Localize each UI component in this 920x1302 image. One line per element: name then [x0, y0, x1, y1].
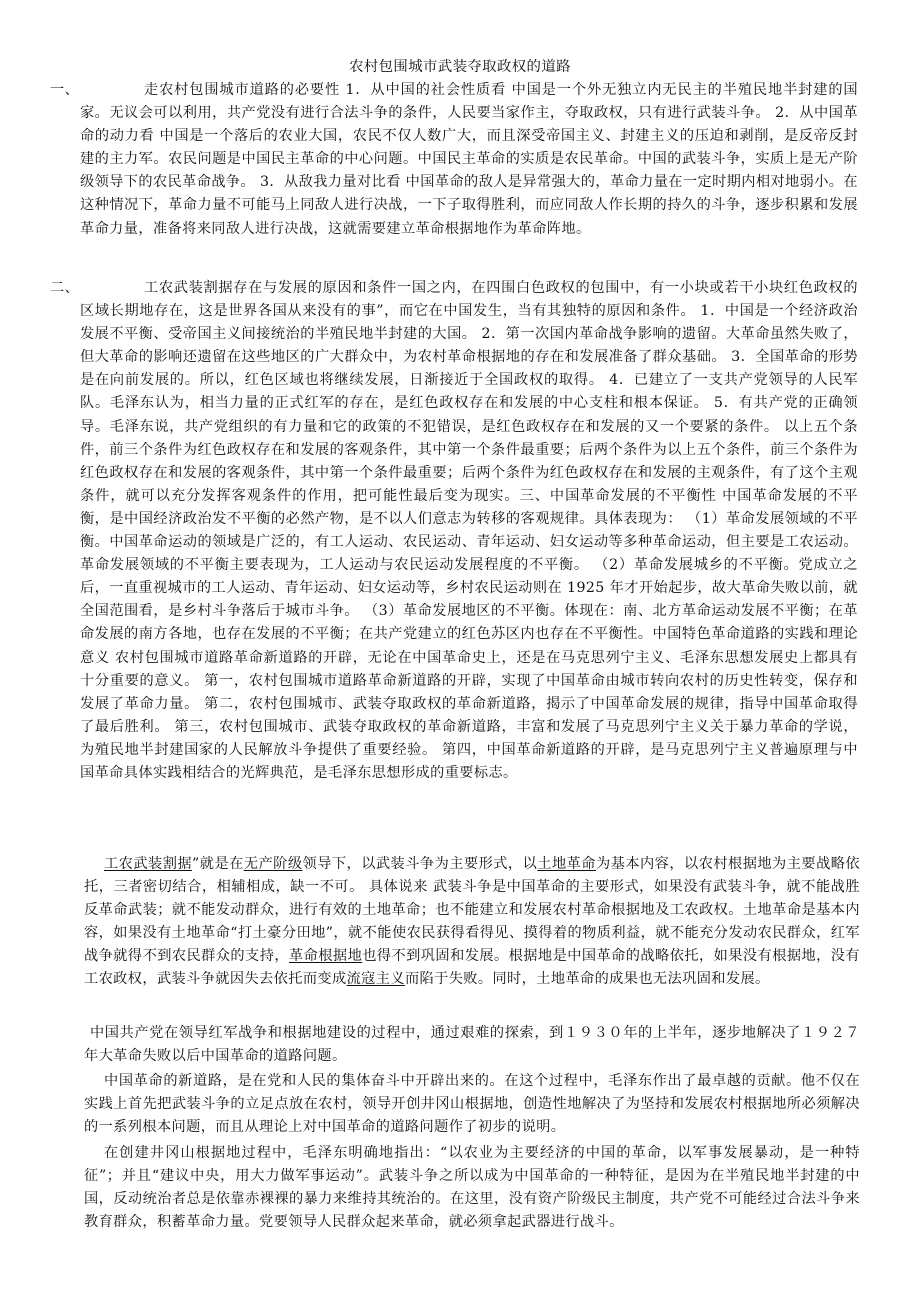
- underlined-term: 土地革命: [537, 856, 596, 872]
- document-title: 农村包围城市武装夺取政权的道路: [349, 59, 571, 75]
- underlined-term: 革命根据地: [289, 948, 363, 965]
- section-two: [50, 277, 858, 785]
- paragraph-armed-separatism: [84, 853, 860, 992]
- paragraph-new-road: 中国革命的新道路，是在党和人民的集体奋斗中开辟出来的。在这个过程中，毛泽东作出了最卓越的贡献。他不仅在实践上首先把武装斗争的立足点放在农村，领导开创井冈山根据地，创造性地解决了为坚持和发展农村根据地所必须解决的一系列根本问题，而且从理论上对中国革命的道路问题作了初步的说明。: [84, 1073, 860, 1136]
- section-one: [50, 79, 858, 241]
- underlined-term: 无产阶级: [243, 856, 303, 872]
- section-text: 工农武装割据存在与发展的原因和条件一国之内，在四围白色政权的包围中，有一小块或若干小块红色政权的区域长期地存在，这是世界各国从来没有的事”，而它在中国发生，当有其独特的原因和条件。 1．中国是一个经济政治发展不平衡、受帝国主义间接统治的半殖民地半封建的大国。 2．第一次国内革命战争影响的遗留。大革命虽然失败了，但大革命的影响还遗留在这些地区的广大群众中，为农村革命根据地的存在和发展准备了群众基础。 3．全国革命的形势是在向前发展的。所以，红色区域也将继续发展，日渐接近于全国政权的取得。 4．已建立了一支共产党领导的人民军队。毛泽东认为，相当力量的正式红军的存在，是红色政权存在和发展的中心支柱和根本保证。 5．有共产党的正确领导。毛泽东说，共产党组织的有力量和它的政策的不犯错误，是红色政权存在和发展的又一个要紧的条件。 以上五个条件，前三个条件为红色政权存在和发展的客观条件，其中第一个条件最重要；后两个条件为以上五个条件，前三个条件为红色政权存在和发展的客观条件，其中第一个条件最重要；后两个条件为红色政权存在和发展的主观条件，有了这个主观条件，就可以充分发挥客观条件的作用，把可能性最后变为现实。三、中国革命发展的不平衡性 中国革命发展的不平衡，是中国经济政治发不平衡的必然产物，是不以人们意志为转移的客观规律。具体表现为： （1）革命发展领域的不平衡。中国革命运动的领域是广泛的，有工人运动、农民运动、青年运动、妇女运动等多种革命运动，但主要是工农运动。革命发展领域的不平衡主要表现为，工人运动与农民运动发展程度的不平衡。 （2）革命发展城乡的不平衡。党成立之后，一直重视城市的工人运动、青年运动、妇女运动等，乡村农民运动则在 1925 年才开始起步，故大革命失败以前，就全国范围看，是乡村斗争落后于城市斗争。 （3）革命发展地区的不平衡。体现在：南、北方革命运动发展不平衡；在革命发展的南方各地，也存在发展的不平衡；在共产党建立的红色苏区内也存在不平衡性。中国特色革命道路的实践和理论意义 农村包围城市道路革命新道路的开辟，无论在中国革命史上，还是在马克思列宁主义、毛泽东思想发展史上都具有十分重要的意义。 第一，农村包围城市道路革命新道路的开辟，实现了中国革命由城市转向农村的历史性转变，保存和发展了革命力量。 第二，农村包围城市、武装夺取政权的革命新道路，揭示了中国革命发展的规律，指导中国革命取得了最后胜利。 第三，农村包围城市、武装夺取政权的革命新道路，丰富和发展了马克思列宁主义关于暴力革命的学说，为殖民地半封建国家的人民解放斗争提供了重要经验。 第四，中国革命新道路的开辟，是马克思列宁主义普遍原理与中国革命具体实践相结合的光辉典范，是毛泽东思想形成的重要标志。: [80, 280, 858, 781]
- underlined-term: 工农武装割据: [104, 856, 193, 872]
- paragraph-road-question: 中国共产党在领导红军战争和根据地建设的过程中，通过艰难的探索，到１９３０年的上半年，逐步地解决了１９２７年大革命失败以后中国革命的道路问题。: [84, 1025, 860, 1065]
- section-text: 走农村包围城市道路的必要性 1．从中国的社会性质看 中国是一个外无独立内无民主的半殖民地半封建的国家。无议会可以利用，共产党没有进行合法斗争的条件，人民要当家作主，夺取政权，只有进行武装斗争。 2．从中国革命的动力看 中国是一个落后的农业大国，农民不仅人数广大，而且深受帝国主义、封建主义的压迫和剥削，是反帝反封建的主力军。农民问题是中国民主革命的中心问题。中国民主革命的实质是农民革命。中国的武装斗争，实质上是无产阶级领导下的农民革命战争。 3．从敌我力量对比看 中国革命的敌人是异常强大的，革命力量在一定时期内相对地弱小。在这种情况下，革命力量不可能马上同敌人进行决战，一下子取得胜利，而应同敌人作长期的持久的斗争，逐步积累和发展革命力量，准备将来同敌人进行决战，这就需要建立革命根据地作为革命阵地。: [80, 82, 858, 237]
- paragraph-jinggangshan: 在创建井冈山根据地过程中，毛泽东明确地指出：“以农业为主要经济的中国的革命，以军事发展暴动，是一种特征”；并且“建议中央，用大力做军事运动”。武装斗争之所以成为中国革命的一种特征，是因为在半殖民地半封建的中国，反动统治者总是依靠赤裸裸的暴力来维持其统治的。在这里，没有资产阶级民主制度，共产党不可能经过合法斗争来教育群众，积蓄革命力量。党要领导人民群众起来革命，就必须拿起武器进行战斗。: [84, 1145, 860, 1231]
- paragraph-text: 而陷于失败。同时，土地革命的成果也无法巩固和发展。: [404, 971, 770, 988]
- paragraph-text: 也得不到巩固和发展。根据地是中国革命的战略依托，如果没有根据地，没有工农政权，武装斗争就因失去依托而变成: [84, 948, 860, 988]
- paragraph-text: 为基本内容，以农村根据地为主要战略依托，三者密切结合，相辅相成，缺一不可。 具体说来 武装斗争是中国革命的主要形式，如果没有武装斗争，就不能战胜反革命武装；就不能发动群众，进行有效的土地革命；也不能建立和发展农村革命根据地及工农政权。土地革命是基本内容，如果没有土地革命“打土豪分田地”，就不能使农民获得看得见、摸得着的物质利益，就不能充分发动农民群众，红军战争就得不到农民群众的支持，: [84, 856, 861, 965]
- section-number: 一、: [50, 82, 80, 98]
- underlined-term: 流寇主义: [346, 971, 405, 988]
- paragraph-text: ”就是在: [192, 856, 244, 872]
- section-number: 二、: [50, 280, 80, 296]
- paragraph-text: 领导下，以武装斗争为主要形式，以: [302, 856, 538, 872]
